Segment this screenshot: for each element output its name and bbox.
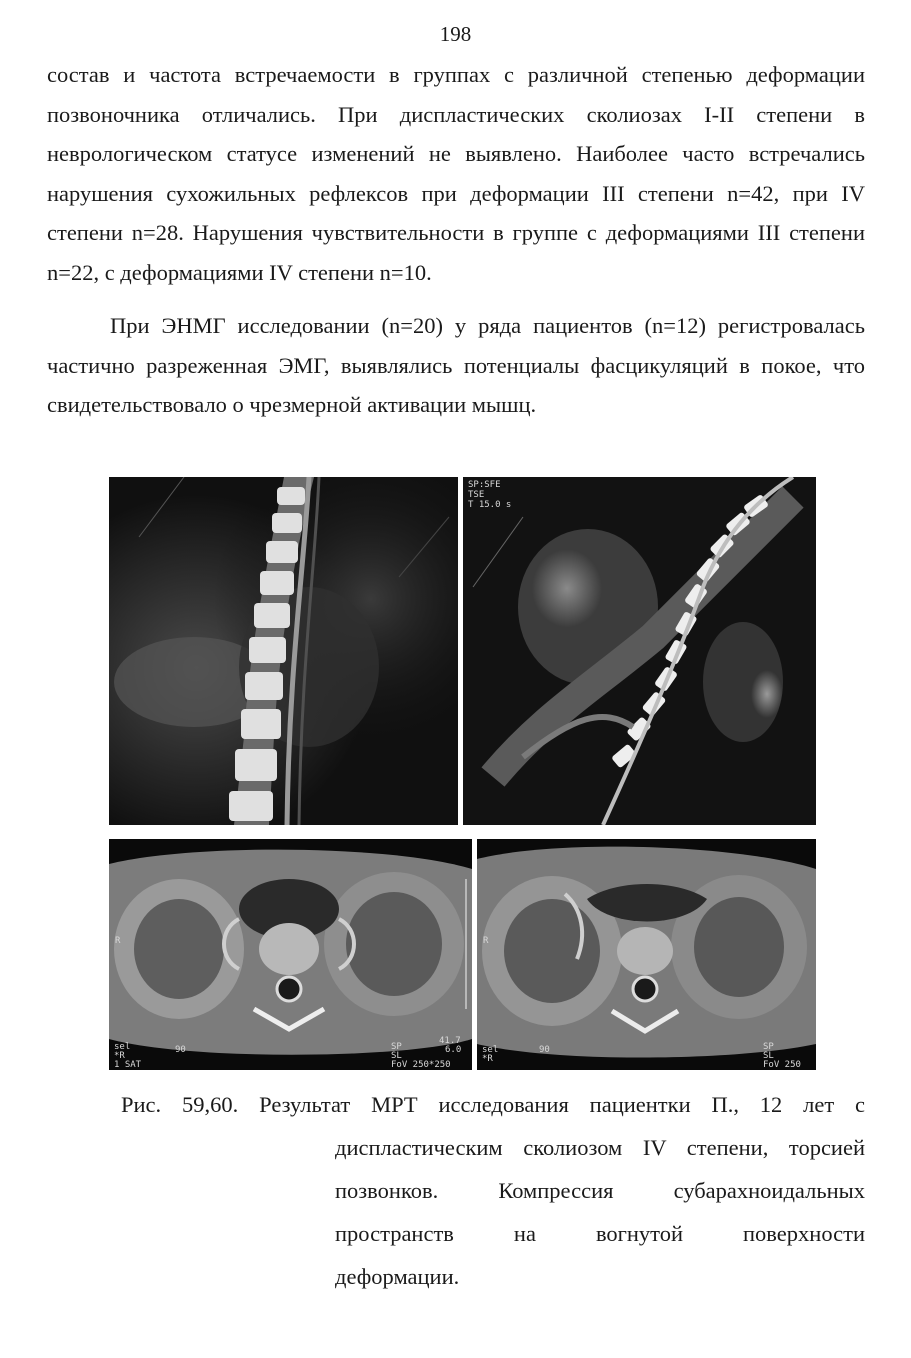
- overlay-line: FoV 250: [763, 1060, 801, 1070]
- page-number: 198: [439, 22, 472, 46]
- overlay-line: *R: [114, 1051, 125, 1061]
- overlay-line: T 15.0 s: [468, 500, 512, 510]
- overlay-angle: 90: [539, 1045, 550, 1055]
- caption-continuation: [335, 1126, 865, 1298]
- mri-axial-right: [477, 839, 816, 1070]
- overlay-value: 6.0: [445, 1045, 462, 1055]
- overlay-line: sel: [114, 1042, 131, 1052]
- caption-first-line: Рис. 59,60. Результат МРТ исследования пациентки П., 12 лет с: [121, 1092, 865, 1117]
- orientation-marker: R: [115, 936, 121, 946]
- caption-line: пространств на вогнутой поверхности: [335, 1221, 865, 1246]
- caption-line: позвонков. Компрессия субарахноидальных: [335, 1178, 865, 1203]
- overlay-value: 41.7: [439, 1036, 461, 1046]
- caption-last-line: деформации.: [335, 1264, 460, 1289]
- figure-caption: [121, 1083, 865, 1298]
- mri-figure: [109, 477, 816, 1070]
- overlay-line: SP: [391, 1042, 402, 1052]
- mri-sagittal-left: [109, 477, 458, 825]
- paragraph-2: [47, 306, 865, 425]
- mri-axial-left: [109, 839, 472, 1070]
- paragraph-2-text: При ЭНМГ исследовании (n=20) у ряда пациентов (n=12) регистровалась частично разреженная ЭМГ, выявлялись потенциалы фасцикуляций в покое, что свидетельствовало о чрезмерной активации мышц.: [47, 313, 865, 417]
- overlay-line: SL: [391, 1051, 402, 1061]
- overlay-line: *R: [482, 1054, 493, 1064]
- overlay-line: SP: [763, 1042, 774, 1052]
- paragraph-1: состав и частота встречаемости в группах с различной степенью деформации позвоночника отличались. При диспластических сколиозах I-II степени в неврологическом статусе изменений не выявлено. Наиболее часто встречались нарушения сухожильных рефлексов при деформации III степени n=42, при IV степени n=28. Нарушения чувствительности в группе с деформациями III степени n=22, с деформациями IV степени n=10.: [47, 62, 865, 285]
- caption-line: диспластическим сколиозом IV степени, торсией: [335, 1135, 865, 1160]
- overlay-line: SP:SFE: [468, 480, 501, 490]
- overlay-line: 1 SAT: [114, 1060, 142, 1070]
- overlay-line: sel: [482, 1045, 499, 1055]
- overlay-line: SL: [763, 1051, 774, 1061]
- overlay-line: TSE: [468, 490, 485, 500]
- overlay-line: FoV 250*250: [391, 1060, 451, 1070]
- orientation-marker: R: [483, 936, 489, 946]
- mri-sagittal-right: [463, 477, 816, 825]
- overlay-angle: 90: [175, 1045, 186, 1055]
